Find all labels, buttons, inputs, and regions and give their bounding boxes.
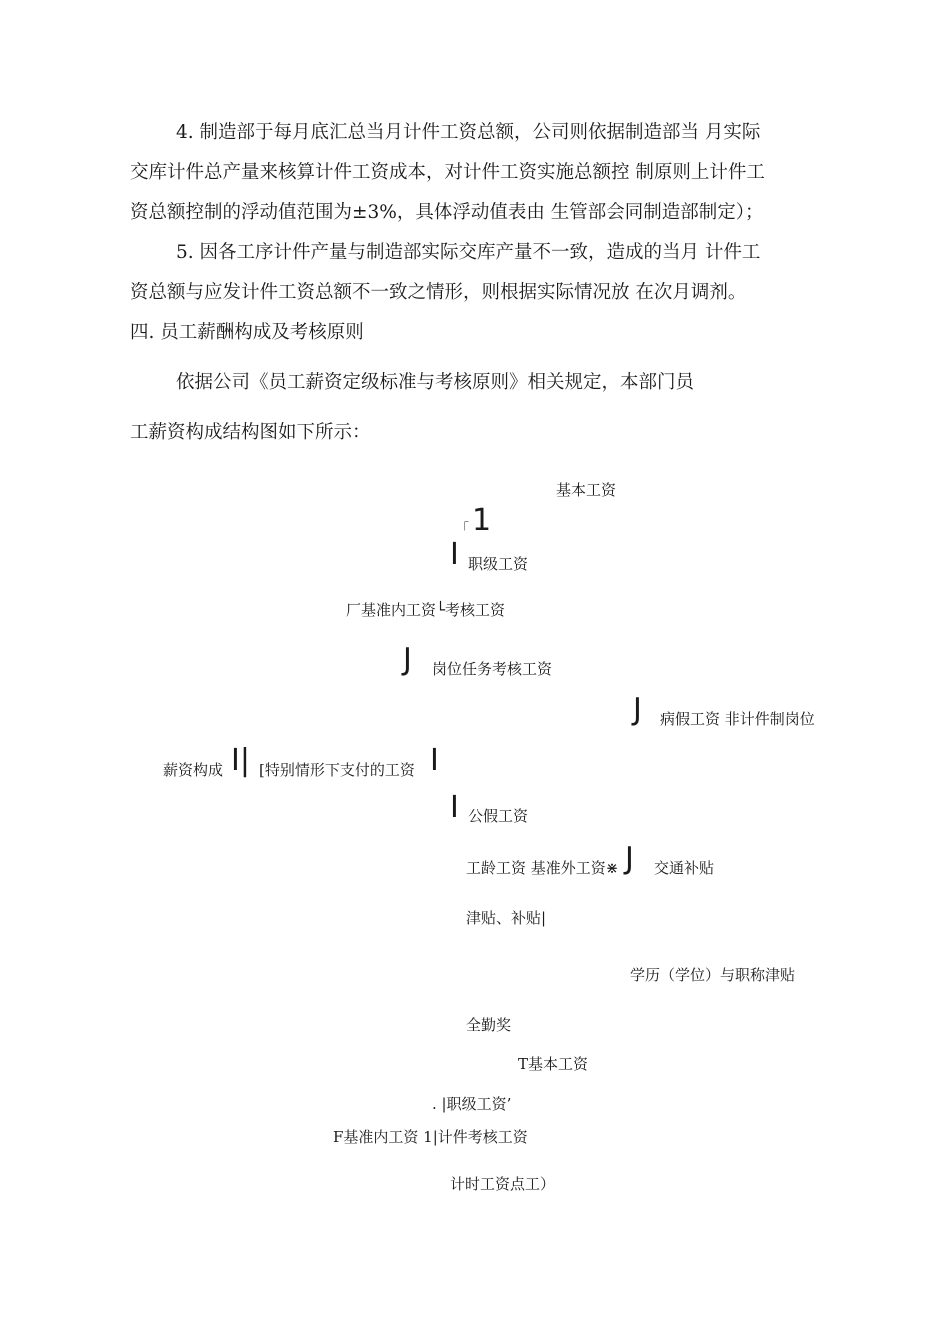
paragraph-4 [130, 113, 835, 233]
label-grade-salary: 职级工资 [468, 555, 529, 573]
mark-bar-2: I [430, 743, 439, 778]
label-public-leave-pay: 公假工资 [468, 807, 529, 825]
mark-bar-3: I [450, 790, 459, 825]
intro-line-1: 依据公司《员工薪资定级标准与考核原则》相关规定，本部门员 [176, 372, 695, 393]
paragraph-4-line-3: 资总额控制的浮动值范围为±3%，具体浮动值表由 生管部会同制造部制定）； [130, 202, 764, 223]
paragraph-5 [130, 233, 835, 313]
mark-j-3: J [625, 841, 634, 876]
mark-double-bar: I| [231, 743, 250, 778]
label-education-title-allowance: 学历（学位）与职称津贴 [630, 966, 796, 984]
label-transport-allowance: 交通补贴 [654, 859, 715, 877]
label-salary-composition: 薪资构成 [163, 761, 224, 779]
bracket-mark: 「 [456, 522, 470, 537]
label-post-task-assessment: 岗位任务考核工资 [432, 660, 553, 678]
label-full-attendance-bonus: 全勤奖 [466, 1016, 512, 1034]
mark-bar-1: I [450, 537, 459, 572]
mark-one: 1 [472, 503, 492, 538]
label-special-circumstance-pay: [特别情形下支付的工资 [259, 761, 415, 779]
label-basic-salary: 基本工资 [556, 481, 617, 499]
label-allowances-subsidies: 津贴、补贴| [466, 909, 547, 927]
paragraph-5-line-2: 资总额与应发计件工资总额不一致之情形，则根据实际情况放 在次月调剂。 [130, 282, 747, 303]
label-basic-salary-2: T基本工资 [518, 1055, 589, 1073]
label-in-standard-piece-assessment: F基准内工资 1|计件考核工资 [333, 1128, 528, 1146]
paragraph-4-line-1: 4. 制造部于每月底汇总当月计件工资总额，公司则依据制造部当 月实际 [176, 122, 761, 143]
mark-j-1: J [403, 642, 412, 677]
intro-line-2: 工薪资构成结构图如下所示： [130, 422, 371, 443]
label-sick-leave-non-piece: 病假工资 非计件制岗位 [660, 710, 815, 728]
label-in-standard-assessment: 厂基准内工资└考核工资 [346, 601, 506, 619]
section-heading: 四. 员工薪酬构成及考核原则 [130, 322, 364, 343]
label-seniority-outside-standard: 工龄工资 基准外工资⋇ [466, 859, 619, 877]
paragraph-5-line-1: 5. 因各工序计件产量与制造部实际交库产量不一致，造成的当月 计件工 [176, 242, 761, 263]
paragraph-4-line-2: 交库计件总产量来核算计件工资成本，对计件工资实施总额控 制原则上计件工 [130, 162, 765, 183]
label-grade-salary-2: . |职级工资’ [432, 1095, 512, 1113]
label-hourly-wage: 计时工资点工） [450, 1175, 556, 1193]
mark-j-2: J [633, 692, 642, 727]
